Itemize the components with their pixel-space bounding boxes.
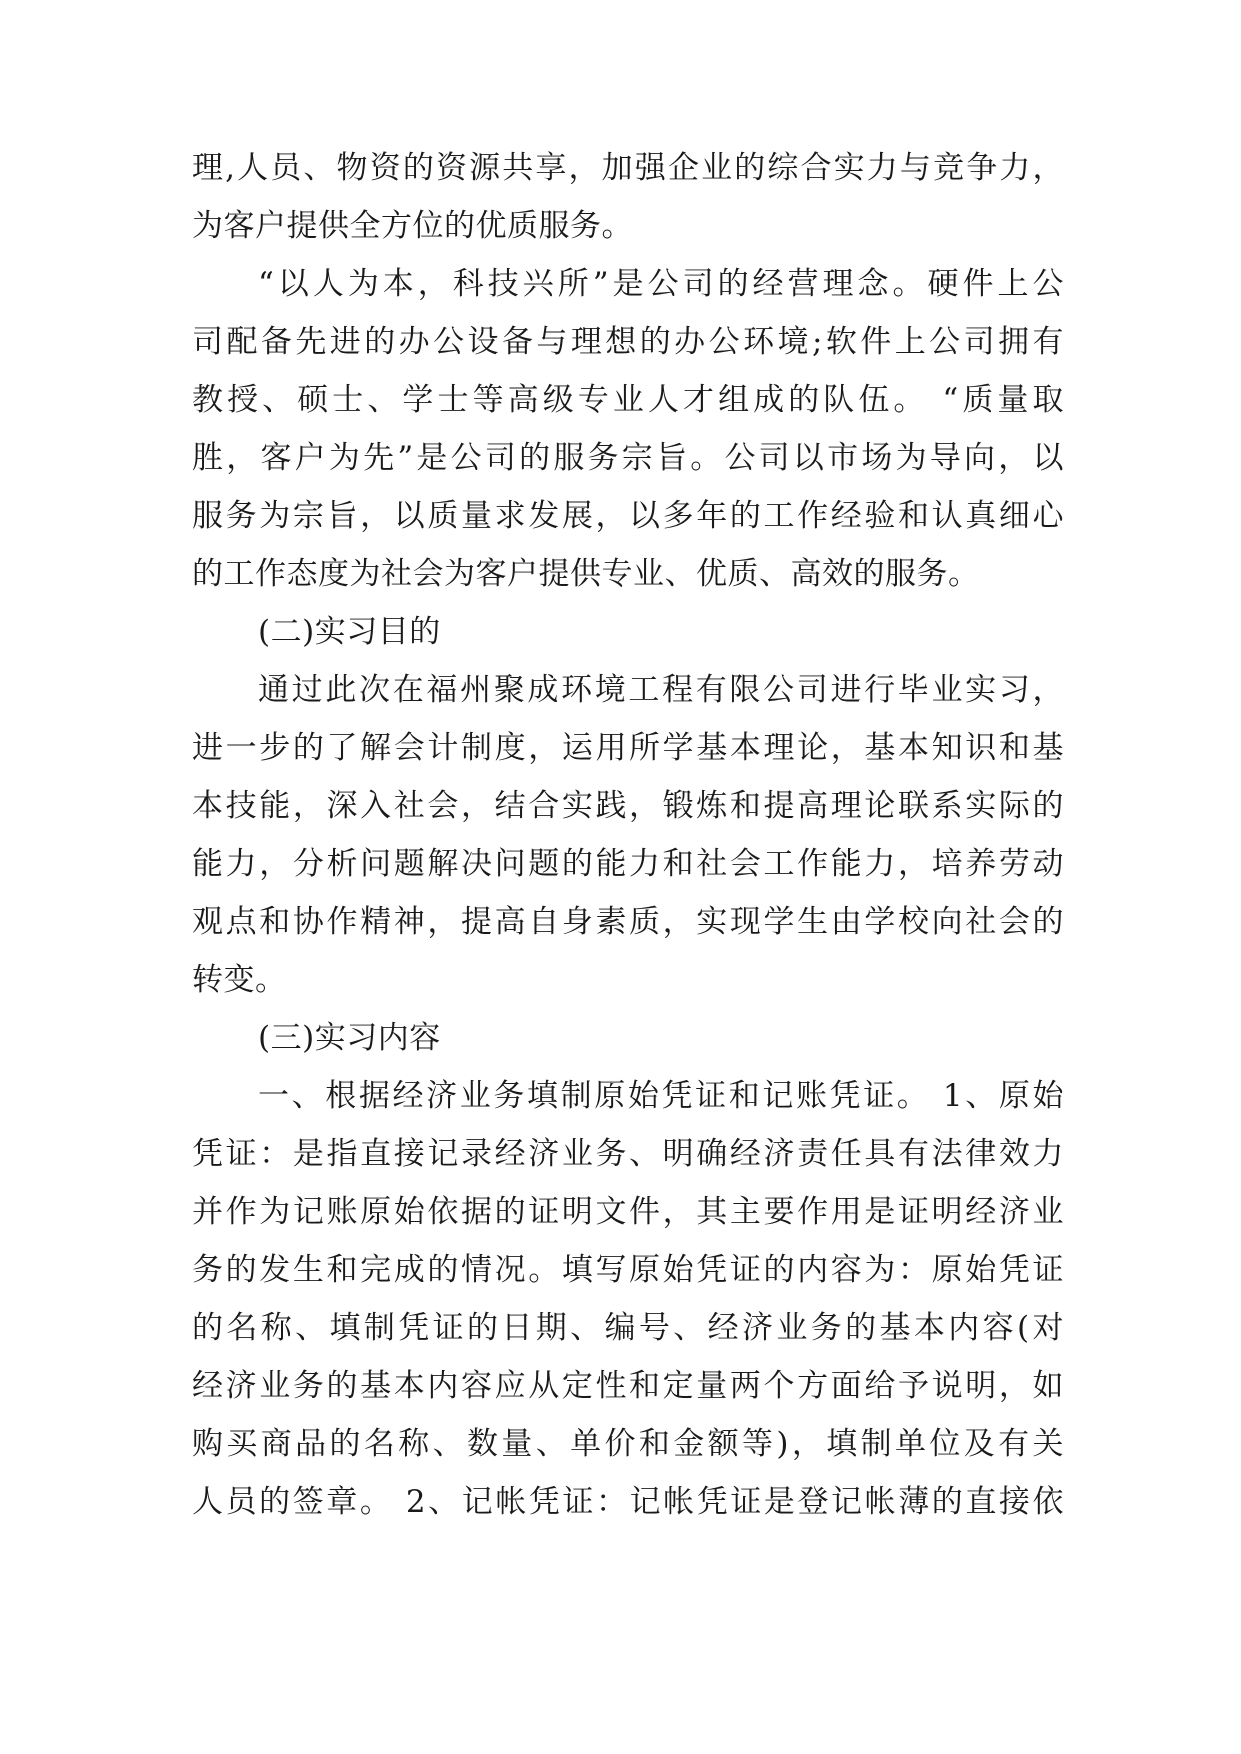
text-line: 本技能，深入社会，结合实践，锻炼和提高理论联系实际的 (192, 788, 1064, 824)
text-line: 为客户提供全方位的优质服务。 (192, 208, 633, 244)
text-line: 的工作态度为社会为客户提供专业、优质、高效的服务。 (192, 556, 980, 592)
text-line: “以人为本，科技兴所”是公司的经营理念。硬件上公 (258, 266, 1064, 302)
section-heading: (二)实习目的 (258, 614, 441, 650)
text-line: 务的发生和完成的情况。填写原始凭证的内容为：原始凭证 (192, 1252, 1064, 1288)
text-line: 能力，分析问题解决问题的能力和社会工作能力，培养劳动 (192, 846, 1064, 882)
text-line: 并作为记账原始依据的证明文件，其主要作用是证明经济业 (192, 1194, 1064, 1230)
text-line: 理,人员、物资的资源共享，加强企业的综合实力与竞争力， (192, 150, 1064, 186)
section-heading: (三)实习内容 (258, 1020, 441, 1056)
text-line: 转变。 (192, 962, 287, 998)
text-line: 一、根据经济业务填制原始凭证和记账凭证。 1、原始 (258, 1078, 1064, 1114)
text-line: 购买商品的名称、数量、单价和金额等)，填制单位及有关 (192, 1426, 1064, 1462)
text-line: 人员的签章。 2、记帐凭证：记帐凭证是登记帐薄的直接依 (192, 1484, 1064, 1520)
text-line: 进一步的了解会计制度，运用所学基本理论，基本知识和基 (192, 730, 1064, 766)
text-line: 经济业务的基本内容应从定性和定量两个方面给予说明，如 (192, 1368, 1064, 1404)
text-line: 司配备先进的办公设备与理想的办公环境;软件上公司拥有 (192, 324, 1064, 360)
text-line: 胜，客户为先”是公司的服务宗旨。公司以市场为导向，以 (192, 440, 1064, 476)
text-line: 服务为宗旨，以质量求发展，以多年的工作经验和认真细心 (192, 498, 1064, 534)
text-line: 凭证：是指直接记录经济业务、明确经济责任具有法律效力 (192, 1136, 1064, 1172)
text-line: 教授、硕士、学士等高级专业人才组成的队伍。 “质量取 (192, 382, 1064, 418)
text-line: 通过此次在福州聚成环境工程有限公司进行毕业实习， (258, 672, 1064, 708)
text-line: 观点和协作精神，提高自身素质，实现学生由学校向社会的 (192, 904, 1064, 940)
text-line: 的名称、填制凭证的日期、编号、经济业务的基本内容(对 (192, 1310, 1064, 1346)
